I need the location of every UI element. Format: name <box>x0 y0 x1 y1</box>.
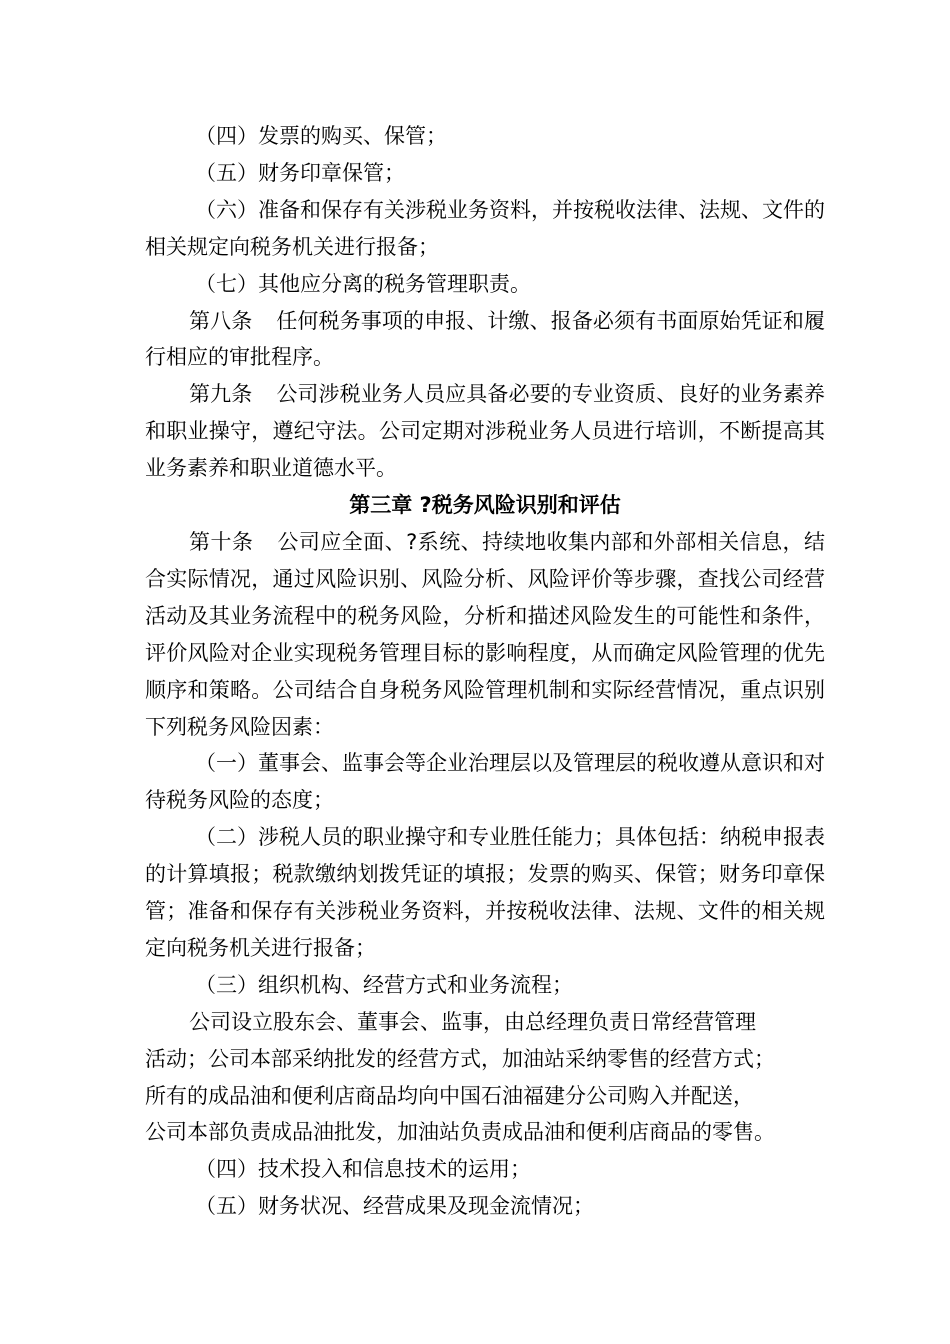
chapter-heading: 第三章 ?税务风险识别和评估 <box>349 493 621 518</box>
article-text: 公司涉税业务人员应具备必要的专业资质、良好的业务素养和职业操守，遵纪守法。公司定期对涉税业务人员进行培训，不断提高其业务素养和职业道德水平。 <box>145 382 826 481</box>
article-8 <box>145 303 825 377</box>
list-item: （五）财务印章保管； <box>195 160 405 185</box>
list-item: （七）其他应分离的税务管理职责。 <box>195 271 531 296</box>
article-number: 第十条 <box>189 529 254 554</box>
list-item: （四）发票的购买、保管； <box>195 124 447 148</box>
list-item: （四）技术投入和信息技术的运用； <box>195 1157 531 1182</box>
paragraph-line: 公司本部负责成品油批发，加油站负责成品油和便利店商品的零售。 <box>145 1120 775 1145</box>
company-paragraph <box>145 1004 825 1152</box>
article-text: 公司应全面、?系统、持续地收集内部和外部相关信息，结合实际情况，通过风险识别、风险分析、风险评价等步骤，查找公司经营活动及其业务流程中的税务风险，分析和描述风险发生的可能性和条件，评价风险对企业实现税务管理目标的影响程度，从而确定风险管理的优先顺序和策略。公司结合自身税务风险管理机制和实际经营情况，重点识别下列税务风险因素： <box>145 529 826 739</box>
paragraph-line: 公司设立股东会、董事会、监事，由总经理负责日常经营管理 <box>189 1009 756 1034</box>
article-9 <box>145 376 825 487</box>
list-item: （二）涉税人员的职业操守和专业胜任能力；具体包括：纳税申报表的计算填报；税款缴纳划拨凭证的填报；发票的购买、保管；财务印章保管；准备和保存有关涉税业务资料，并按税收法律、法规、文件的相关规定向税务机关进行报备； <box>145 825 825 960</box>
article-text: 任何税务事项的申报、计缴、报备必须有书面原始凭证和履行相应的审批程序。 <box>145 308 826 370</box>
list-item: （三）组织机构、经营方式和业务流程； <box>195 972 573 997</box>
article-number: 第八条 <box>189 308 253 333</box>
list-item: （六）准备和保存有关涉税业务资料，并按税收法律、法规、文件的相关规定向税务机关进行报备； <box>145 197 825 259</box>
list-item: （一）董事会、监事会等企业治理层以及管理层的税收遵从意识和对待税务风险的态度； <box>145 751 825 813</box>
paragraph-line: 活动；公司本部采纳批发的经营方式，加油站采纳零售的经营方式； <box>145 1046 775 1071</box>
document-body <box>145 118 825 1225</box>
article-10 <box>145 524 825 745</box>
list-item: （五）财务状况、经营成果及现金流情况； <box>195 1194 594 1219</box>
article-number: 第九条 <box>189 382 253 407</box>
paragraph-line: 所有的成品油和便利店商品均向中国石油福建分公司购入并配送， <box>145 1083 754 1108</box>
